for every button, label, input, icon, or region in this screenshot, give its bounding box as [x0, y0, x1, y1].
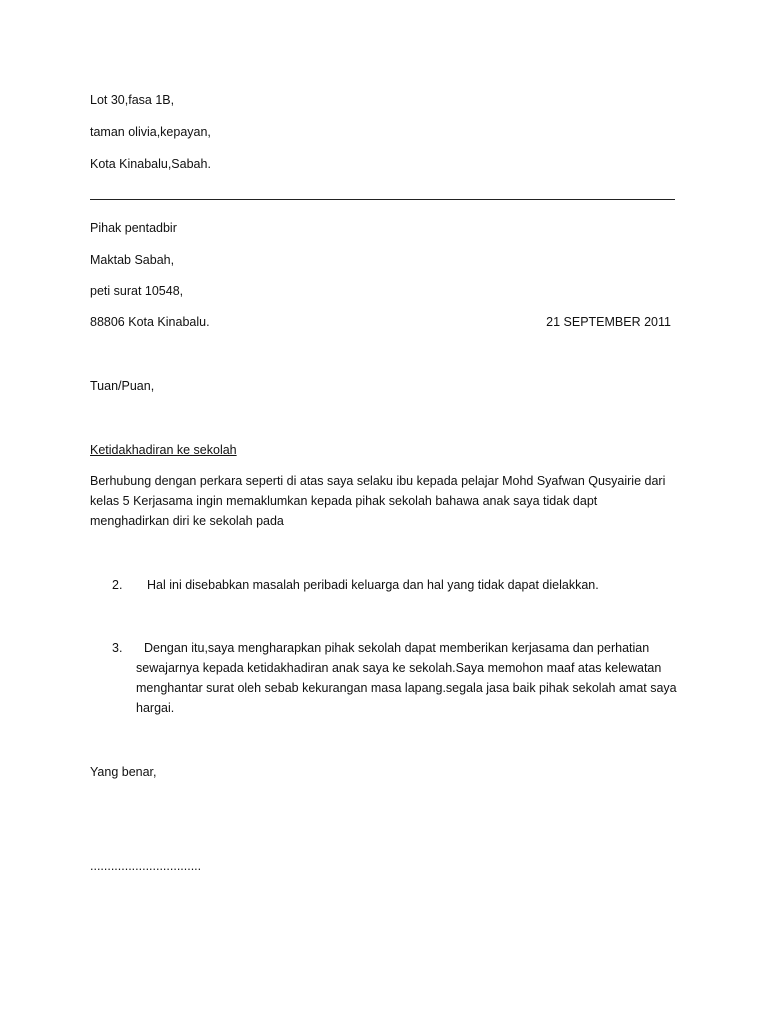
- paragraph-2-text: Hal ini disebabkan masalah peribadi keluarga dan hal yang tidak dapat dielakkan.: [147, 578, 599, 592]
- divider-rule: [90, 199, 675, 200]
- paragraph-3-line-1: Dengan itu,saya mengharapkan pihak sekolah dapat memberikan kerjasama dan perhatian: [144, 641, 650, 655]
- paragraph-1-line-1: Berhubung dengan perkara seperti di atas saya selaku ibu kepada pelajar Mohd Syafwan Qusyairie dari: [90, 474, 666, 488]
- paragraph-3-number: 3.: [112, 641, 123, 655]
- paragraph-3-line-4: hargai.: [136, 701, 175, 715]
- paragraph-3-line-2: sewajarnya kepada ketidakhadiran anak saya ke sekolah.Saya memohon maaf atas kelewatan: [136, 661, 662, 675]
- recipient-address-line-3: peti surat 10548,: [90, 284, 184, 298]
- recipient-address-line-2: Maktab Sabah,: [90, 253, 175, 267]
- closing: Yang benar,: [90, 765, 157, 779]
- paragraph-3-line-3: menghantar surat oleh sebab kekurangan masa lapang.segala jasa baik pihak sekolah amat saya: [136, 681, 677, 695]
- paragraph-1-line-3: menghadirkan diri ke sekolah pada: [90, 514, 284, 528]
- paragraph-2-number: 2.: [112, 578, 123, 592]
- recipient-address-line-4: 88806 Kota Kinabalu.: [90, 315, 210, 329]
- sender-address-line-2: taman olivia,kepayan,: [90, 125, 211, 139]
- letter-date: 21 SEPTEMBER 2011: [546, 315, 671, 329]
- paragraph-1-line-2: kelas 5 Kerjasama ingin memaklumkan kepada pihak sekolah bahawa anak saya tidak dapt: [90, 494, 598, 508]
- subject-heading: Ketidakhadiran ke sekolah: [90, 443, 237, 457]
- signature-line: ................................: [90, 859, 202, 873]
- salutation: Tuan/Puan,: [90, 379, 155, 393]
- sender-address-line-3: Kota Kinabalu,Sabah.: [90, 157, 211, 171]
- sender-address-line-1: Lot 30,fasa 1B,: [90, 93, 175, 107]
- recipient-address-line-1: Pihak pentadbir: [90, 221, 177, 235]
